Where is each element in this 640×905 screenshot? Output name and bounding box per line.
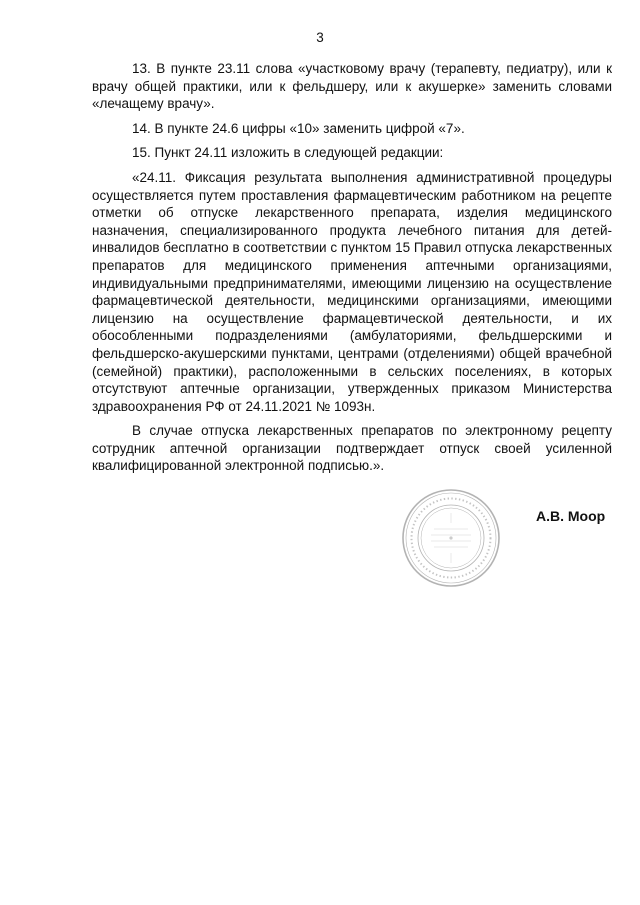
paragraph-electronic-prescription: В случае отпуска лекарственных препаратов по электронному рецепту сотрудник аптечной организации подтверждает отпуск своей усиленной квалифицированной электронной подписью.».: [92, 423, 612, 474]
paragraph-item-14: 14. В пункте 24.6 цифры «10» заменить цифрой «7».: [132, 120, 465, 136]
paragraph-item-15: 15. Пункт 24.11 изложить в следующей редакции:: [132, 145, 444, 161]
paragraph-item-13: 13. В пункте 23.11 слова «участковому врачу (терапевту, педиатру), или к врачу общей практики, или к фельдшеру, или к акушерке» заменить словами «лечащему врачу».: [92, 61, 612, 112]
seal-icon: [400, 487, 502, 589]
page-number: 3: [316, 30, 324, 45]
document-body: [92, 60, 612, 482]
official-seal-stamp: [400, 487, 502, 589]
paragraph-quoted-24-11: «24.11. Фиксация результата выполнения административной процедуры осуществляется путем проставления фармацевтическим работником на рецепте отметки об отпуске лекарственного препарата, изделия медицинского назначения, специализированного продукта лечебного питания для детей-инвалидов бесплатно в соответствии с пунктом 15 Правил отпуска лекарственных препаратов для медицинского применения аптечными организациями, индивидуальными предпринимателями, имеющими лицензию на осуществление фармацевтической деятельности, медицинскими организациями, имеющими лицензию на осуществление фармацевтической деятельности, и их обособленными подразделениями (амбулаториями, фельдшерскими и фельдшерско-акушерскими пунктами, центрами (отделениями) общей врачебной (семейной) практики), расположенными в сельских поселениях, в которых отсутствуют аптечные организации, утвержденных приказом Министерства здравоохранения РФ от 24.11.2021 № 1093н.: [92, 169, 612, 414]
signatory-name: А.В. Моор: [536, 508, 606, 524]
